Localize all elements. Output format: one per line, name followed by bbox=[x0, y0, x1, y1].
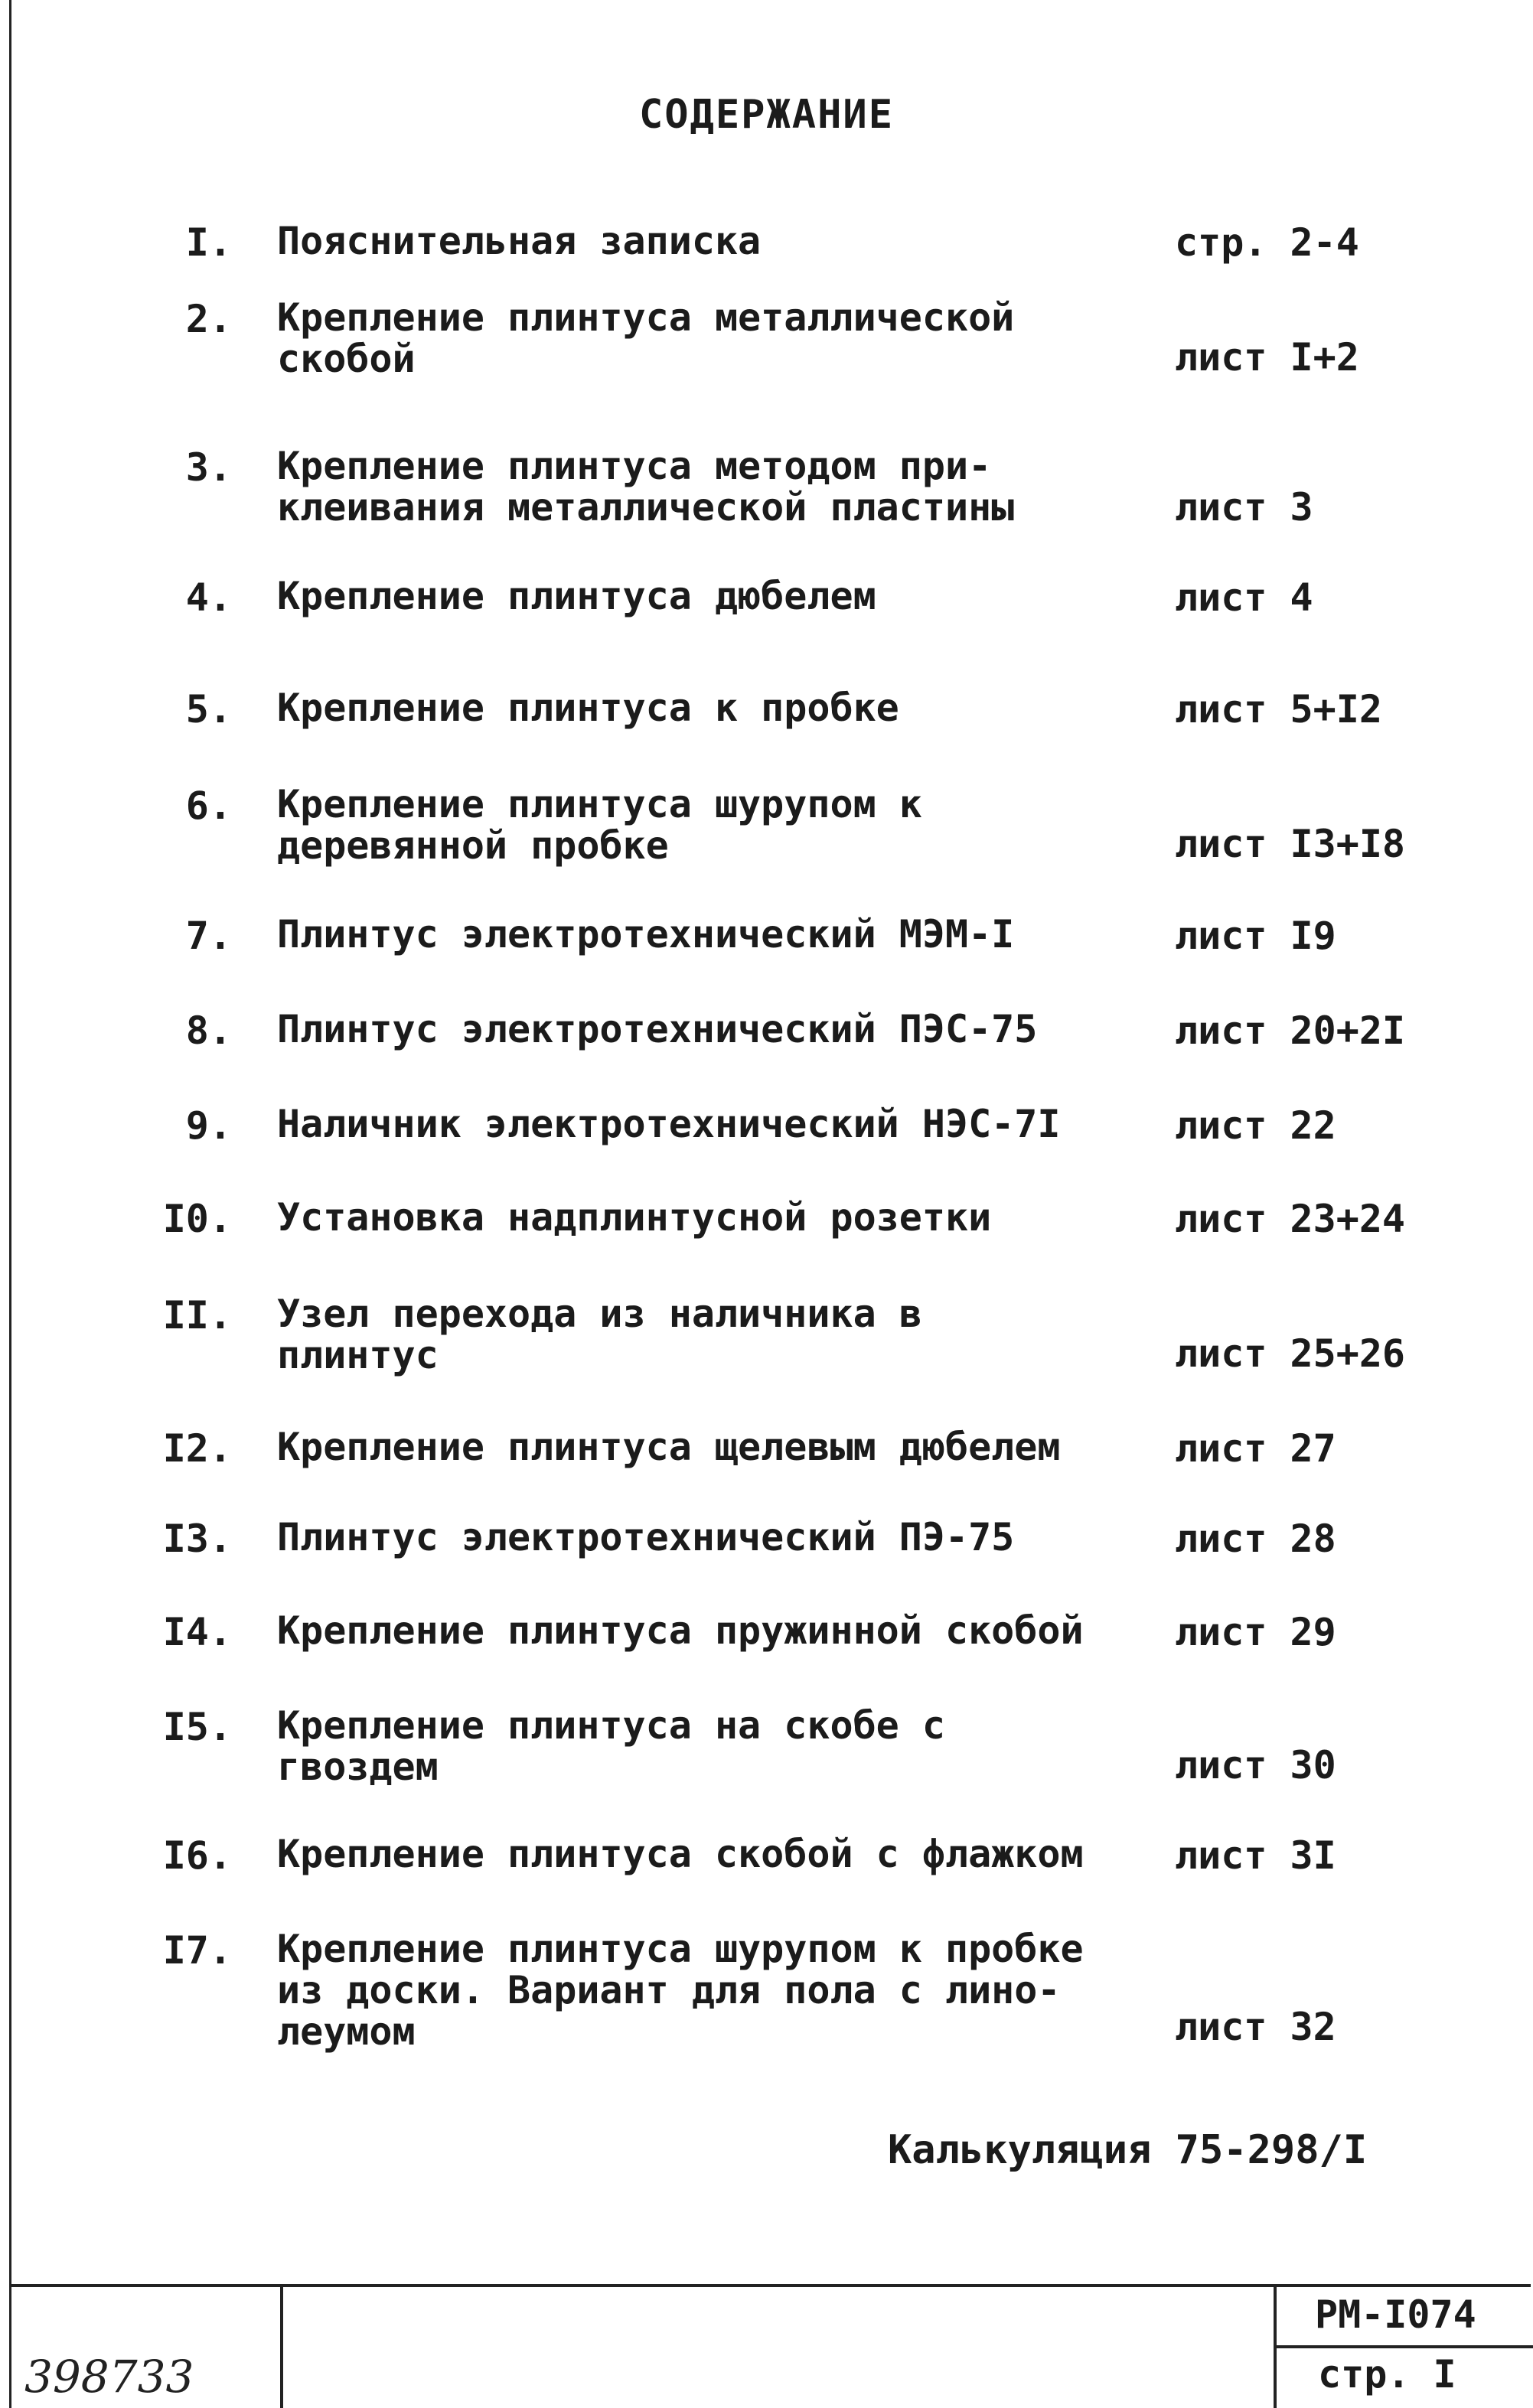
page-number: стр. I bbox=[1318, 2352, 1456, 2397]
toc-item-number: I. bbox=[185, 220, 232, 265]
toc-item-page: лист 3I bbox=[1175, 1833, 1336, 1878]
page-title: СОДЕРЖАНИЕ bbox=[638, 92, 895, 138]
toc-item-page: лист 28 bbox=[1175, 1517, 1336, 1561]
toc-item-title: Крепление плинтуса скобой с флажком bbox=[277, 1832, 1084, 1876]
toc-item-title: Плинтус электротехнический МЭМ-I bbox=[277, 912, 1015, 956]
document-code: РМ-I074 bbox=[1315, 2292, 1476, 2337]
toc-item-title: Крепление плинтуса дюбелем bbox=[277, 574, 876, 618]
toc-item-number: I4. bbox=[162, 1610, 232, 1654]
toc-item-title: Установка надплинтусной розетки bbox=[277, 1195, 992, 1240]
toc-item-number: I6. bbox=[162, 1833, 232, 1878]
toc-item-title: Пояснительная записка bbox=[277, 219, 762, 263]
toc-item-page: лист 30 bbox=[1175, 1743, 1336, 1787]
toc-item-title: Плинтус электротехнический ПЭ-75 bbox=[277, 1515, 1015, 1559]
toc-item-number: 8. bbox=[185, 1008, 232, 1053]
toc-item-title: Крепление плинтуса пружинной скобой bbox=[277, 1608, 1084, 1653]
toc-item-number: 4. bbox=[185, 575, 232, 620]
handwritten-inventory-number: 398733 bbox=[24, 2351, 194, 2403]
calculation-reference: Калькуляция 75-298/I bbox=[888, 2127, 1368, 2173]
toc-item-page: лист I9 bbox=[1175, 914, 1336, 958]
toc-item-number: 2. bbox=[185, 297, 232, 341]
toc-item-title: Крепление плинтуса шурупом к деревянной пробке bbox=[277, 782, 922, 868]
toc-item-number: 3. bbox=[185, 445, 232, 490]
toc-item-page: лист 25+26 bbox=[1175, 1331, 1406, 1376]
toc-item-number: II. bbox=[162, 1293, 232, 1338]
toc-item-page: лист 20+2I bbox=[1175, 1008, 1406, 1053]
toc-item-page: лист 4 bbox=[1175, 575, 1313, 620]
toc-item-page: лист I+2 bbox=[1175, 335, 1359, 380]
toc-item-number: I7. bbox=[162, 1928, 232, 1973]
toc-item-page: лист 29 bbox=[1175, 1610, 1336, 1654]
toc-item-title: Крепление плинтуса щелевым дюбелем bbox=[277, 1425, 1061, 1469]
stamp-divider bbox=[280, 2284, 283, 2408]
toc-item-page: лист I3+I8 bbox=[1175, 822, 1406, 866]
toc-item-number: I5. bbox=[162, 1705, 232, 1749]
toc-item-page: лист 23+24 bbox=[1175, 1197, 1406, 1241]
stamp-divider bbox=[1274, 2345, 1533, 2348]
toc-item-title: Крепление плинтуса на скобе с гвоздем bbox=[277, 1703, 945, 1789]
toc-item-title: Крепление плинтуса шурупом к пробке из доски. Вариант для пола с лино- леумом bbox=[277, 1927, 1084, 2054]
toc-item-title: Плинтус электротехнический ПЭС-75 bbox=[277, 1007, 1038, 1051]
toc-item-number: I0. bbox=[162, 1197, 232, 1241]
toc-item-number: 6. bbox=[185, 784, 232, 828]
toc-item-title: Наличник электротехнический НЭС-7I bbox=[277, 1102, 1061, 1146]
toc-item-title: Узел перехода из наличника в плинтус bbox=[277, 1292, 922, 1377]
toc-item-page: стр. 2-4 bbox=[1175, 220, 1359, 265]
toc-item-page: лист 32 bbox=[1175, 2005, 1336, 2049]
page-left-border bbox=[9, 0, 11, 2408]
toc-item-title: Крепление плинтуса металлической скобой bbox=[277, 295, 1015, 381]
toc-item-number: 7. bbox=[185, 914, 232, 958]
toc-item-title: Крепление плинтуса к пробке bbox=[277, 686, 899, 730]
toc-item-title: Крепление плинтуса методом при- клеивания металлической пластины bbox=[277, 444, 1015, 529]
toc-item-number: 5. bbox=[185, 687, 232, 732]
toc-item-page: лист 22 bbox=[1175, 1103, 1336, 1148]
toc-item-number: 9. bbox=[185, 1103, 232, 1148]
toc-item-number: I2. bbox=[162, 1426, 232, 1471]
toc-item-page: лист 5+I2 bbox=[1175, 687, 1382, 732]
toc-item-page: лист 3 bbox=[1175, 485, 1313, 529]
toc-item-page: лист 27 bbox=[1175, 1426, 1336, 1471]
toc-item-number: I3. bbox=[162, 1517, 232, 1561]
